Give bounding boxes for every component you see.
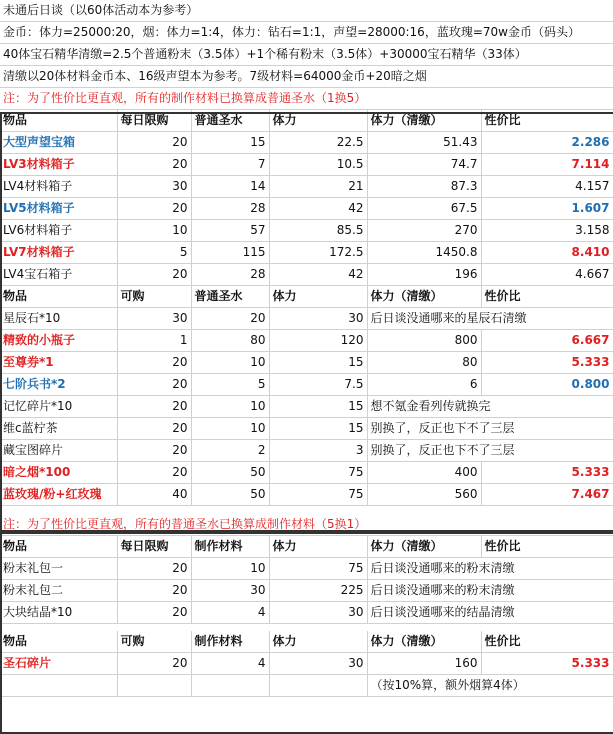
cost-cell: 10 [191,557,269,579]
stamina-cell: 30 [269,653,367,675]
table-row [0,264,613,286]
limit-cell: 5 [117,242,191,264]
comment-cell: 别换了，反正也下不了三层 [367,418,613,440]
value-ratio-cell: 5.333 [481,352,613,374]
item-name: LV4材料箱子 [0,176,117,198]
table-row [0,330,613,352]
item-name: 精致的小瓶子 [0,330,117,352]
stamina-clear-cell: 1450.8 [367,242,481,264]
spacer-row [0,506,613,514]
column-header: 物品 [0,110,117,132]
limit-cell: 20 [117,396,191,418]
empty-cell [117,675,191,697]
intro-line-1-row [0,0,613,22]
column-header: 性价比 [481,535,613,557]
stamina-cell: 30 [269,308,367,330]
note-line-1: 注：为了性价比更直观，所有的制作材料已换算成普通圣水（1换5） [0,88,613,110]
stamina-cell: 75 [269,462,367,484]
table-row [0,418,613,440]
stamina-cell: 10.5 [269,154,367,176]
table1-header-row [0,110,613,132]
stamina-clear-cell: 560 [367,484,481,506]
table-row [0,198,613,220]
item-name: 粉末礼包二 [0,579,117,601]
item-name: 藏宝图碎片 [0,440,117,462]
limit-cell: 10 [117,220,191,242]
cost-cell: 4 [191,653,269,675]
limit-cell: 20 [117,154,191,176]
column-header: 普通圣水 [191,110,269,132]
cost-cell: 57 [191,220,269,242]
item-name: LV4宝石箱子 [0,264,117,286]
table-row [0,242,613,264]
cost-cell: 14 [191,176,269,198]
stamina-clear-cell: 80 [367,352,481,374]
column-header: 体力 [269,110,367,132]
intro-line-1: 未通后日谈（以60体活动本为参考） [0,0,613,22]
intro-line-4: 清缴以20体材料金币本、16级声望本为参考。7级材料=64000金币+20暗之烟 [0,66,613,88]
limit-cell: 20 [117,198,191,220]
column-header: 物品 [0,631,117,653]
stamina-cell: 30 [269,601,367,623]
item-name: LV5材料箱子 [0,198,117,220]
limit-cell: 20 [117,264,191,286]
comment-cell: 后日谈没通哪来的粉末清缴 [367,557,613,579]
limit-cell: 20 [117,601,191,623]
column-header: 体力 [269,631,367,653]
footnote-row [0,675,613,697]
limit-cell: 20 [117,132,191,154]
item-name: 维c蓝柠茶 [0,418,117,440]
item-name: LV6材料箱子 [0,220,117,242]
stamina-clear-cell: 67.5 [367,198,481,220]
table-row [0,308,613,330]
intro-line-3-row [0,44,613,66]
intro-line-3: 40体宝石精华清缴=2.5个普通粉末（3.5体）+1个稀有粉末（3.5体）+30000宝石精华（33体） [0,44,613,66]
value-ratio-cell: 4.157 [481,176,613,198]
cost-cell: 50 [191,484,269,506]
stamina-clear-cell: 74.7 [367,154,481,176]
note-line-2-row [0,514,613,536]
stamina-clear-cell: 270 [367,220,481,242]
stamina-cell: 172.5 [269,242,367,264]
comment-cell: 后日谈没通哪来的星辰石清缴 [367,308,613,330]
cost-cell: 80 [191,330,269,352]
value-ratio-cell: 4.667 [481,264,613,286]
stamina-cell: 75 [269,484,367,506]
stamina-cell: 75 [269,557,367,579]
limit-cell: 20 [117,352,191,374]
stamina-cell: 22.5 [269,132,367,154]
value-ratio-cell: 5.333 [481,653,613,675]
comment-cell: 后日谈没通哪来的结晶清缴 [367,601,613,623]
column-header: 体力 [269,286,367,308]
table4-header-row [0,631,613,653]
item-name: 粉末礼包一 [0,557,117,579]
table-row [0,220,613,242]
note-line-2: 注：为了性价比更直观，所有的普通圣水已换算成制作材料（5换1） [0,514,613,536]
spacer-cell [0,506,613,514]
limit-cell: 20 [117,418,191,440]
stamina-clear-cell: 87.3 [367,176,481,198]
table2-header-row [0,286,613,308]
item-name: LV3材料箱子 [0,154,117,176]
comment-cell: 别换了，反正也下不了三层 [367,440,613,462]
stamina-clear-cell: 51.43 [367,132,481,154]
note-line-1-row [0,88,613,110]
cost-cell: 10 [191,418,269,440]
table-row [0,462,613,484]
empty-cell [269,675,367,697]
stamina-cell: 3 [269,440,367,462]
cost-cell: 7 [191,154,269,176]
intro-line-2: 金币：体力=25000:20，烟：体力=1:4，体力：钻石=1:1，声望=28000:16，蓝玫瑰=70w金币（码头） [0,22,613,44]
limit-cell: 30 [117,176,191,198]
stamina-cell: 42 [269,198,367,220]
table-row [0,484,613,506]
comment-cell: 想不氪金看列传就换完 [367,396,613,418]
table-row [0,601,613,623]
empty-cell [0,675,117,697]
table3-header-row [0,535,613,557]
value-ratio-cell: 3.158 [481,220,613,242]
cost-cell: 20 [191,308,269,330]
column-header: 可购 [117,286,191,308]
stamina-clear-cell: 160 [367,653,481,675]
empty-cell [191,675,269,697]
column-header: 体力（清缴） [367,286,481,308]
stamina-clear-cell: 400 [367,462,481,484]
limit-cell: 1 [117,330,191,352]
table-row [0,440,613,462]
item-name: 大型声望宝箱 [0,132,117,154]
cost-cell: 30 [191,579,269,601]
cost-cell: 50 [191,462,269,484]
spacer-row [0,623,613,631]
column-header: 普通圣水 [191,286,269,308]
stamina-clear-cell: 800 [367,330,481,352]
column-header: 体力 [269,535,367,557]
item-name: 圣石碎片 [0,653,117,675]
table-row [0,396,613,418]
item-name: 记忆碎片*10 [0,396,117,418]
column-header: 体力（清缴） [367,631,481,653]
column-header: 体力（清缴） [367,110,481,132]
stamina-cell: 120 [269,330,367,352]
column-header: 可购 [117,631,191,653]
stamina-cell: 15 [269,396,367,418]
column-header: 性价比 [481,110,613,132]
column-header: 性价比 [481,631,613,653]
item-name: 蓝玫瑰/粉+红玫瑰 [0,484,117,506]
stamina-cell: 15 [269,418,367,440]
limit-cell: 20 [117,557,191,579]
item-name: 星辰石*10 [0,308,117,330]
value-ratio-cell: 8.410 [481,242,613,264]
item-name: LV7材料箱子 [0,242,117,264]
stamina-cell: 225 [269,579,367,601]
column-header: 性价比 [481,286,613,308]
table-row [0,132,613,154]
table-row [0,579,613,601]
stamina-cell: 42 [269,264,367,286]
column-header: 物品 [0,286,117,308]
column-header: 每日限购 [117,535,191,557]
limit-cell: 20 [117,374,191,396]
item-name: 至尊券*1 [0,352,117,374]
footnote: （按10%算，额外烟算4体） [367,675,613,697]
stamina-cell: 7.5 [269,374,367,396]
item-name: 大块结晶*10 [0,601,117,623]
limit-cell: 20 [117,579,191,601]
cost-cell: 5 [191,374,269,396]
limit-cell: 30 [117,308,191,330]
stamina-clear-cell: 6 [367,374,481,396]
comment-cell: 后日谈没通哪来的粉末清缴 [367,579,613,601]
column-header: 体力（清缴） [367,535,481,557]
value-ratio-cell: 0.800 [481,374,613,396]
cost-cell: 4 [191,601,269,623]
intro-line-2-row [0,22,613,44]
item-name: 七阶兵书*2 [0,374,117,396]
table-row [0,374,613,396]
spacer-cell [0,623,613,631]
column-header: 每日限购 [117,110,191,132]
value-ratio-cell: 1.607 [481,198,613,220]
table-row [0,557,613,579]
cost-cell: 115 [191,242,269,264]
value-ratio-cell: 7.467 [481,484,613,506]
column-header: 制作材料 [191,631,269,653]
column-header: 制作材料 [191,535,269,557]
cost-cell: 15 [191,132,269,154]
cost-cell: 10 [191,396,269,418]
value-ratio-cell: 2.286 [481,132,613,154]
cost-cell: 28 [191,198,269,220]
item-name: 暗之烟*100 [0,462,117,484]
limit-cell: 20 [117,440,191,462]
table-row [0,352,613,374]
cost-cell: 2 [191,440,269,462]
table-row [0,176,613,198]
value-ratio-cell: 7.114 [481,154,613,176]
value-ratio-cell: 6.667 [481,330,613,352]
stamina-cell: 21 [269,176,367,198]
cost-cell: 28 [191,264,269,286]
cost-cell: 10 [191,352,269,374]
limit-cell: 20 [117,462,191,484]
stamina-cell: 15 [269,352,367,374]
intro-line-4-row [0,66,613,88]
table-row [0,653,613,675]
limit-cell: 40 [117,484,191,506]
stamina-cell: 85.5 [269,220,367,242]
column-header: 物品 [0,535,117,557]
limit-cell: 20 [117,653,191,675]
stamina-clear-cell: 196 [367,264,481,286]
value-ratio-cell: 5.333 [481,462,613,484]
table-row [0,154,613,176]
